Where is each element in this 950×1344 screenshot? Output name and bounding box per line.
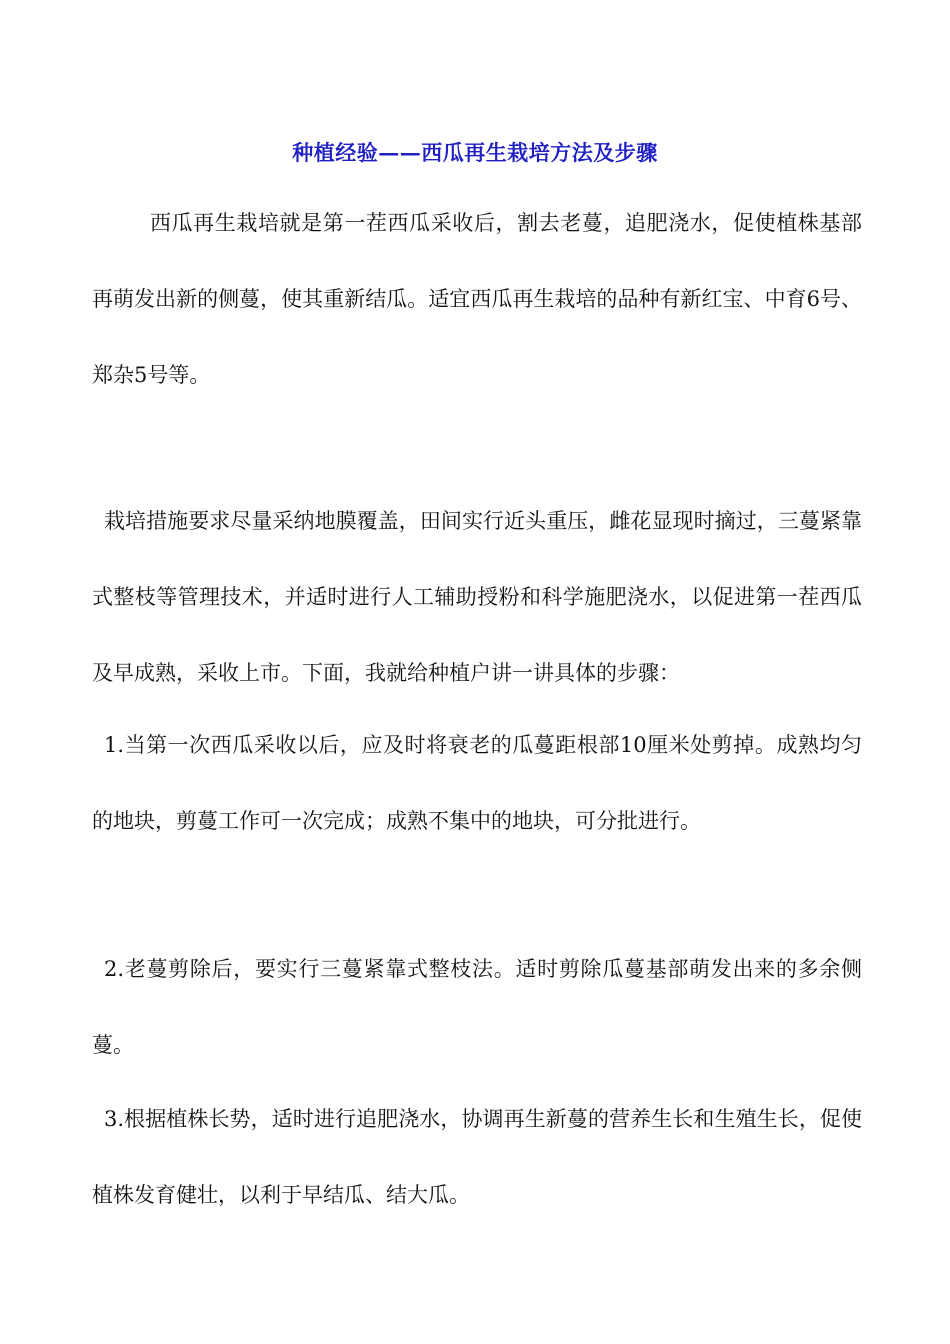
document-title: 种植经验——西瓜再生栽培方法及步骤: [292, 140, 658, 165]
paragraph-step-1: 1.当第一次西瓜采收以后，应及时将衰老的瓜蔓距根部10厘米处剪掉。成熟均匀的地块，剪蔓工作可一次完成；成熟不集中的地块，可分批进行。: [92, 733, 862, 833]
paragraph-intro: 西瓜再生栽培就是第一茬西瓜采收后，割去老蔓，追肥浇水，促使植株基部再萌发出新的侧蔓，使其重新结瓜。适宜西瓜再生栽培的品种有新红宝、中育6号、郑杂5号等。: [92, 211, 862, 387]
paragraph-cultivation-measures: 栽培措施要求尽量采纳地膜覆盖，田间实行近头重压，雌花显现时摘过，三蔓紧靠式整枝等管理技术，并适时进行人工辅助授粉和科学施肥浇水，以促进第一茬西瓜及早成熟，采收上市。下面，我就给种植户讲一讲具体的步骤：: [92, 509, 862, 685]
paragraph-step-2: 2.老蔓剪除后，要实行三蔓紧靠式整枝法。适时剪除瓜蔓基部萌发出来的多余侧蔓。: [92, 957, 862, 1057]
paragraph-step-3: 3.根据植株长势，适时进行追肥浇水，协调再生新蔓的营养生长和生殖生长，促使植株发育健壮，以利于早结瓜、结大瓜。: [92, 1107, 862, 1207]
